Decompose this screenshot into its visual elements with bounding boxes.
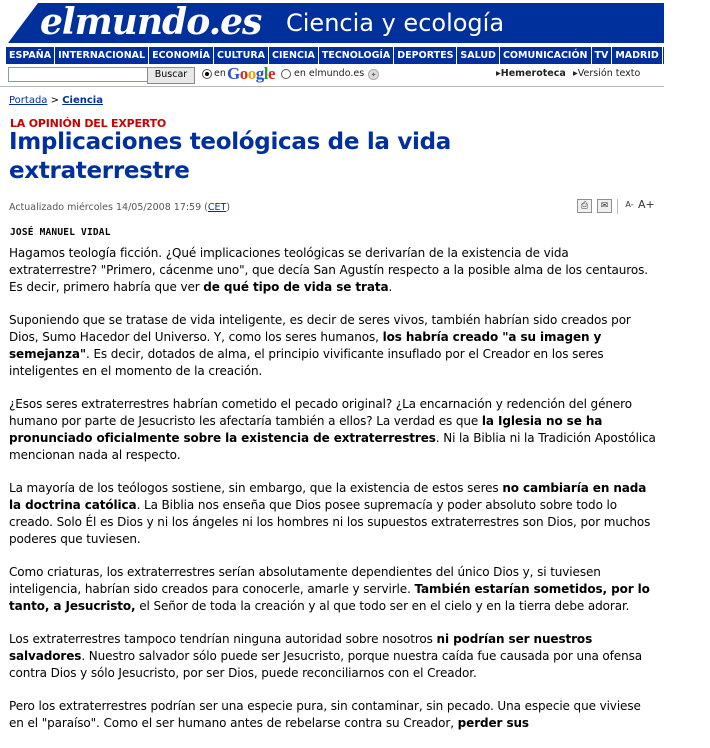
breadcrumb — [9, 95, 103, 106]
nav-item[interactable]: MADRID — [612, 47, 662, 64]
section-title[interactable]: Ciencia y ecología — [286, 9, 505, 37]
paragraph-text: . Nuestro salvador sólo puede ser Jesucristo, porque nuestra caída fue causada por una ofensa contra Dios y sólo Jesucristo, por ser Dios, puede reconciliarnos con el Creador. — [9, 649, 642, 680]
breadcrumb-current[interactable]: Ciencia — [62, 95, 103, 106]
paragraph-text: . La Biblia nos enseña que Dios posee supremacía y poder absoluto sobre todo lo creado. Solo Él es Dios y ni los ángeles ni los hombres ni los supuestos extraterrestres son Dios, por muchos poderes que tuviesen. — [9, 498, 651, 546]
article-paragraph — [9, 698, 659, 732]
nav-item[interactable]: CIENCIA — [269, 47, 319, 64]
paragraph-text: ¿Esos seres extraterrestres habrían cometido el pecado original? ¿La encarnación y redención del género humano por parte de Jesucristo les afectaría también a ellos? La verdad es que — [9, 397, 632, 428]
font-decrease-icon[interactable]: A- — [625, 200, 634, 209]
article-paragraph — [9, 312, 659, 380]
paragraph-highlight: los habría creado "a su imagen y semejanza" — [9, 330, 602, 361]
article-dateline: Actualizado miércoles 14/05/2008 17:59 (CET) — [9, 202, 231, 213]
nav-item[interactable]: COMUNICACIÓN — [500, 47, 592, 64]
article-paragraph — [9, 631, 659, 682]
article-paragraph — [9, 245, 659, 296]
main-nav — [6, 47, 706, 64]
print-icon[interactable]: ⎙ — [577, 199, 592, 213]
article-paragraph — [9, 564, 659, 615]
paragraph-text: el Señor de toda la creación y al que todo ser en el cielo y en la tierra debe adorar. — [135, 599, 630, 613]
paragraph-text: Los extraterrestres tampoco tendrían ninguna autoridad sobre nosotros — [9, 632, 437, 646]
text-version-link[interactable]: ▸Versión texto — [573, 68, 641, 79]
paragraph-highlight: También estarían sometidos, por lo tanto, a Jesucristo, — [9, 582, 650, 613]
site-logo[interactable]: elmundo.es — [40, 1, 262, 43]
paragraph-text: Como criaturas, los extraterrestres serían absolutamente dependientes del único Dios y, si tuviesen inteligencia, habrían sido creados para conocerle, amarle y servirle. — [9, 565, 601, 596]
paragraph-highlight: ni podrían ser nuestros salvadores — [9, 632, 593, 663]
send-icon[interactable]: ✉ — [597, 199, 612, 213]
nav-item[interactable]: TECNOLOGÍA — [319, 47, 394, 64]
site-radio[interactable] — [281, 69, 291, 79]
article-title: Implicaciones teológicas de la vida extraterrestre — [9, 129, 452, 184]
nav-item[interactable]: SALUD — [457, 47, 500, 64]
google-radio[interactable] — [202, 69, 212, 79]
paragraph-highlight: no cambiaría en nada la doctrina católica — [9, 481, 647, 512]
font-increase-icon[interactable]: A+ — [638, 198, 655, 211]
site-option-label: en elmundo.es — [294, 68, 365, 79]
divider — [0, 86, 664, 87]
nav-item[interactable]: ECONOMÍA — [149, 47, 214, 64]
paragraph-text: La mayoría de los teólogos sostiene, sin embargo, que la existencia de estos seres — [9, 481, 503, 495]
article-paragraph — [9, 480, 659, 548]
logo-wedge — [8, 3, 38, 43]
article-paragraph — [9, 396, 659, 464]
hemeroteca-link[interactable]: ▸Hemeroteca — [496, 68, 566, 79]
paragraph-text: . Es decir, dotados de alma, el principio vivificante insuflado por el Creador en los seres inteligentes en el momento de la creación. — [9, 347, 604, 378]
nav-item[interactable]: IB — [692, 47, 710, 64]
search-button[interactable]: Buscar — [147, 67, 195, 84]
paragraph-text: . Ni la Biblia ni la Tradición Apostólica mencionan nada al respecto. — [9, 431, 656, 462]
search-bar — [0, 65, 664, 85]
google-option-label: en — [214, 68, 226, 79]
article-kicker: LA OPINIÓN DEL EXPERTO — [10, 117, 167, 130]
site-header — [0, 0, 664, 46]
nav-item[interactable]: INTERNACIONAL — [55, 47, 149, 64]
google-logo: Google — [227, 64, 276, 83]
paragraph-highlight: la Iglesia no se ha pronunciado oficialmente sobre la existencia de extraterrestres — [9, 414, 603, 445]
nav-item[interactable]: BCN — [663, 47, 692, 64]
search-input[interactable] — [8, 67, 148, 82]
paragraph-text: Suponiendo que se tratase de vida inteligente, es decir de seres vivos, también habrían sido creados por Dios, Sumo Hacedor del Universo. Y, como los seres humanos, — [9, 313, 631, 344]
sitelogo-icon: ✦ — [368, 69, 379, 80]
nav-item[interactable]: DEPORTES — [394, 47, 457, 64]
nav-item[interactable]: CULTURA — [214, 47, 269, 64]
nav-item[interactable]: TV — [592, 47, 613, 64]
paragraph-highlight: de qué tipo de vida se trata — [203, 280, 389, 294]
article-author: JOSÉ MANUEL VIDAL — [10, 227, 111, 238]
paragraph-text: . — [388, 280, 393, 294]
timezone-link[interactable]: CET — [207, 202, 227, 213]
paragraph-text: Hagamos teología ficción. ¿Qué implicaciones teológicas se derivarían de la existencia de vida extraterrestre? "Primero, cácenme uno", que decía San Agustín respecto a la posible alma de los centauros. Es decir, primero habría que ver — [9, 246, 648, 294]
breadcrumb-separator: > — [50, 95, 60, 106]
paragraph-text: Pero los extraterrestres podrían ser una especie pura, sin contaminar, sin pecado. Una especie que viviese en el "paraíso". Como el ser humano antes de rebelarse contra su Creador, — [9, 699, 641, 730]
nav-item[interactable]: ESPAÑA — [6, 47, 55, 64]
article-body — [9, 245, 659, 748]
tools-divider — [617, 199, 618, 214]
breadcrumb-home[interactable]: Portada — [9, 95, 48, 106]
paragraph-highlight: perder sus — [457, 716, 529, 730]
